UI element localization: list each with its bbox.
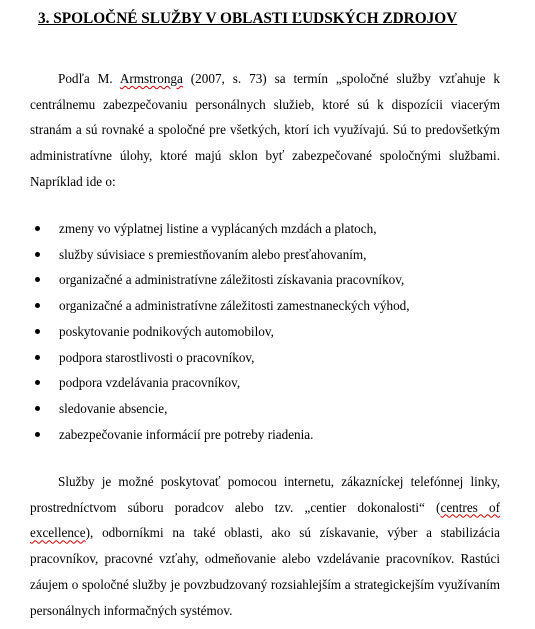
list-item — [30, 319, 500, 345]
closing-paragraph — [30, 469, 500, 623]
list-item-text: služby súvisiace s premiestňovaním alebo presťahovaním, — [59, 246, 367, 262]
intro-paragraph — [30, 66, 500, 195]
list-item — [30, 242, 500, 268]
shared-services-list — [30, 216, 500, 447]
bullet-icon — [35, 432, 40, 437]
bullet-icon — [35, 277, 40, 282]
author-name-spellcheck: Armstronga — [119, 71, 183, 86]
intro-paragraph-rest: (2007, s. 73) sa termín „spoločné služby vzťahuje k centrálnemu zabezpečovaniu personálnych služieb, ktoré sú k dispozícii viacerým stranám a sú rovnaké a spoločné pre všetkých, ktorí ich využívajú. Sú to predovšetkým administratívne úlohy, ktoré majú sklon byť zabezpečované spoločnými službami. Napríklad ide o: — [30, 71, 501, 189]
list-item — [30, 345, 500, 371]
list-item-text: zabezpečovanie informácií pre potreby riadenia. — [59, 426, 314, 442]
list-item — [30, 396, 500, 422]
bullet-icon — [35, 303, 40, 308]
intro-paragraph-start: Podľa M. — [58, 71, 120, 86]
list-item — [30, 370, 500, 396]
list-item — [30, 267, 500, 293]
list-item — [30, 293, 500, 319]
closing-paragraph-rest: ), odborníkmi na také oblasti, ako sú získavanie, výber a stabilizácia pracovníkov, pracovné vzťahy, odmeňovanie alebo vzdelávanie pracovníkov. Rastúci záujem o spoločné služby je povzbudzovaný rozsiahlejším a strategickejším využívaním personálnych informačných systémov. — [30, 525, 500, 618]
list-item-text: organizačné a administratívne záležitosti zamestnaneckých výhod, — [59, 298, 410, 314]
list-item — [30, 216, 500, 242]
bullet-icon — [35, 329, 40, 334]
list-item-text: zmeny vo výplatnej listine a vyplácaných mzdách a platoch, — [59, 221, 377, 236]
bullet-icon — [35, 380, 40, 385]
list-item-text: podpora starostlivosti o pracovníkov, — [59, 349, 255, 365]
closing-paragraph-start: Služby je možné poskytovať pomocou internetu, zákazníckej telefónnej linky, prostredníctvom súboru poradcov alebo tzv. „centier dokonalosti“ ( — [30, 474, 500, 515]
foreign-term-spellcheck: centres of excellence — [30, 499, 501, 541]
bullet-icon — [35, 226, 40, 231]
bullet-icon — [35, 355, 40, 360]
list-item-text: podpora vzdelávania pracovníkov, — [59, 375, 241, 391]
list-item-text: poskytovanie podnikových automobilov, — [59, 323, 274, 339]
list-item-text: organizačné a administratívne záležitosti získavania pracovníkov, — [59, 272, 405, 288]
list-item-text: sledovanie absencie, — [59, 400, 168, 416]
list-item — [30, 422, 500, 448]
bullet-icon — [35, 252, 40, 257]
bullet-icon — [35, 406, 40, 411]
section-heading: 3. SPOLOČNÉ SLUŽBY V OBLASTI ĽUDSKÝCH ZDROJOV — [38, 10, 458, 27]
